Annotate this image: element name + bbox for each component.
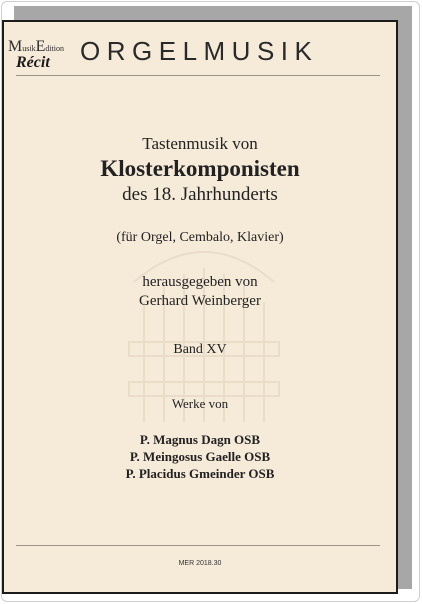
composer-list [4,431,396,482]
title-main: Klosterkomponisten [100,156,300,181]
composer-item: P. Meingosus Gaelle OSB [129,449,271,464]
works-label: Werke von [171,396,229,411]
instruments-note: (für Orgel, Cembalo, Klavier) [116,230,284,245]
editor-name: Gerhard Weinberger [139,293,261,309]
editor-label: herausgegeben von [142,274,258,290]
top-divider [16,75,380,76]
catalog-number: MER 2018.30 [178,560,222,567]
composer-item: P. Magnus Dagn OSB [139,432,261,447]
series-title: ORGELMUSIK [80,36,319,66]
logo-recit: Récit [16,54,50,71]
score-cover [2,20,398,594]
title-line-1: Tastenmusik von [142,134,258,153]
publisher-logo [8,38,72,78]
volume-number: Band XV [173,342,227,357]
bottom-divider [16,545,380,546]
logo-wordmark: MusikEdition [8,38,65,55]
title-line-3: des 18. Jahrhunderts [122,184,278,205]
organ-watermark-icon [124,222,284,422]
composer-item: P. Placidus Gmeinder OSB [125,466,275,481]
